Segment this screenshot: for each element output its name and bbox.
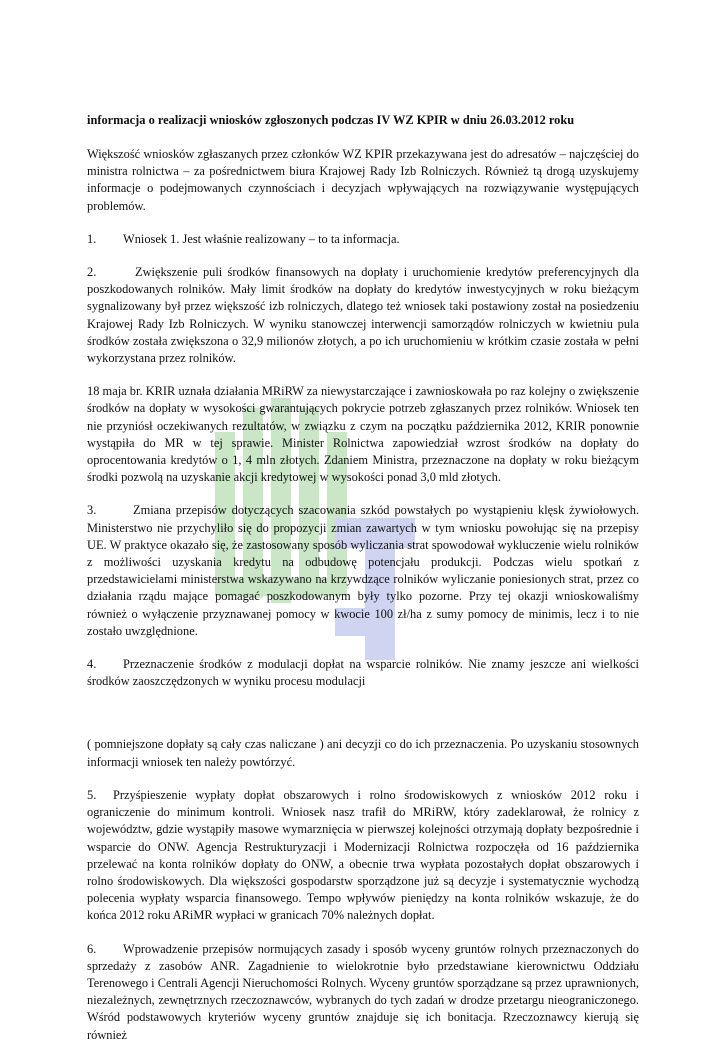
item-text: Przeznaczenie środków z modulacji dopłat na wsparcie rolników. Nie znamy jeszcze ani wielkości środków zaoszczędzonych w wyniku procesu modulacji: [87, 657, 639, 689]
document-title: informacja o realizacji wniosków zgłoszonych podczas IV WZ KPIR w dniu 26.03.2012 roku: [87, 113, 575, 127]
list-item: [87, 656, 639, 690]
spacer: [87, 690, 639, 736]
item-number: 1.: [87, 231, 97, 246]
list-item: [87, 502, 639, 640]
item-text: Zwiększenie puli środków finansowych na dopłaty i uruchomienie kredytów preferencyjnych dla poszkodowanych rolników. Mały limit środków na dopłaty do kredytów inwestycyjnych w roku bieżącym sygnalizowany był przez większość izb rolniczych, dlatego też wniosek taki postawiony został na posiedzeniu Krajowej Rady Izb Rolniczych. W wyniku stanowczej interwencji samorządów rolniczych w kwietniu pula środków została zwiększona o 32,9 milionów złotych, a po ich uruchomieniu w krótkim czasie została w pełni wykorzystana przez rolników.: [87, 265, 639, 366]
item-text: Wprowadzenie przepisów normujących zasady i sposób wyceny gruntów rolnych przeznaczonych do sprzedaży z zasobów ANR. Zagadnienie to wielokrotnie było przedstawiane kierownictwu Oddziału Terenowego i Centrali Agencji Nieruchomości Rolnych. Wyceny gruntów sporządzane są przez uprawnionych, niezależnych, zewnętrznych rzeczoznawców, wybranych do tych zadań w drodze przetargu nieograniczonego. Wśród podstawowych kryteriów wyceny gruntów znajduje się ich bonitacja. Rzeczoznawcy kierują się również: [87, 941, 639, 1042]
item-text: Wniosek 1. Jest właśnie realizowany – to ta informacja.: [123, 231, 400, 246]
item-number: 2.: [87, 265, 97, 280]
item-number: 4.: [87, 657, 97, 672]
intro-paragraph: Większość wniosków zgłaszanych przez członków WZ KPIR przekazywana jest do adresatów – najczęściej do ministra rolnictwa – za pośrednictwem biura Krajowej Rady Izb Rolniczych. Również tą drogą uzyskujemy informacje o podejmowanych czynnościach i decyzjach wpływających na rozwiązywanie występujących problemów.: [87, 147, 639, 213]
item-text: ( pomniejszone dopłaty są cały czas naliczane ) ani decyzji co do ich przeznaczenia. Po uzyskaniu stosownych informacji wniosek ten należy powtórzyć.: [87, 737, 639, 769]
paragraph: [87, 736, 639, 770]
item-number: 6.: [87, 941, 97, 956]
item-text: Zmiana przepisów dotyczących szacowania szkód powstałych po wystąpieniu klęsk żywiołowych. Ministerstwo nie przychyliło się do propozycji zmian zawartych w tym wniosku powołując się na przepisy UE. W praktyce okazało się, że zastosowany sposób wyliczania strat spowodował wykluczenie wielu rolników z możliwości uzyskania kredytu na odbudowę potencjału produkcji. Podczas wielu spotkań z przedstawicielami ministerstwa wskazywano na krzywdzące rolników wyliczanie poniesionych strat, przez co działania rządu mające pomagać poszkodowanym były tylko pozorne. Przy tej okazji wnioskowaliśmy również o wyłączenie przyznawanej pomocy w kwocie 100 zł/ha z sumy pomocy de minimis, lecz i to nie zostało uwzględnione.: [87, 503, 639, 638]
paragraph: [87, 383, 639, 486]
item-text: Przyśpieszenie wypłaty dopłat obszarowych i rolno środowiskowych z wniosków 2012 roku i ograniczenie do minimum kontroli. Wniosek nasz trafił do MRiRW, który zadeklarował, że rolnicy z województw, gdzie wystąpiły masowe wymarznięcia w pierwszej kolejności otrzymają dopłaty bezpośrednie i wsparcie do ONW. Agencja Restrukturyzacji i Modernizacji Rolnictwa rozpoczęła od 16 października przelewać na konta rolników dopłaty do ONW, a obecnie trwa wypłata pozostałych dopłat obszarowych i rolno środowiskowych. Dla większości gospodarstw sporządzone już są decyzje i systematycznie wychodzą polecenia wypłaty wsparcia finansowego. Tempo wpływów pieniędzy na konta rolników wskazuje, że do końca 2012 roku ARiMR wypłaci w granicach 70% należnych dopłat.: [87, 787, 639, 923]
list-item: [87, 787, 639, 925]
item-number: 3.: [87, 503, 97, 518]
list-item: [87, 231, 639, 248]
item-number: 5.: [87, 787, 97, 802]
item-text: 18 maja br. KRIR uznała działania MRiRW za niewystarczające i zawnioskowała po raz kolejny o zwiększenie środków na dopłaty w wysokości gwarantujących pokrycie potrzeb zgłaszanych przez rolników. Wniosek ten nie przyniósł oczekiwanych rezultatów, w związku z czym na początku października 2012, KRIR ponownie wystąpiła do MR w tej sprawie. Minister Rolnictwa zapowiedział wzrost środków na dopłaty do oprocentowania kredytów o 1, 4 mln złotych. Zdaniem Ministra, przeznaczone na dopłaty w roku bieżącym środki pozwolą na uzyskanie akcji kredytowej w wysokości ponad 3,0 mld złotych.: [87, 384, 639, 485]
document-body: [87, 112, 639, 1060]
list-item: [87, 264, 639, 367]
list-item: [87, 941, 639, 1044]
